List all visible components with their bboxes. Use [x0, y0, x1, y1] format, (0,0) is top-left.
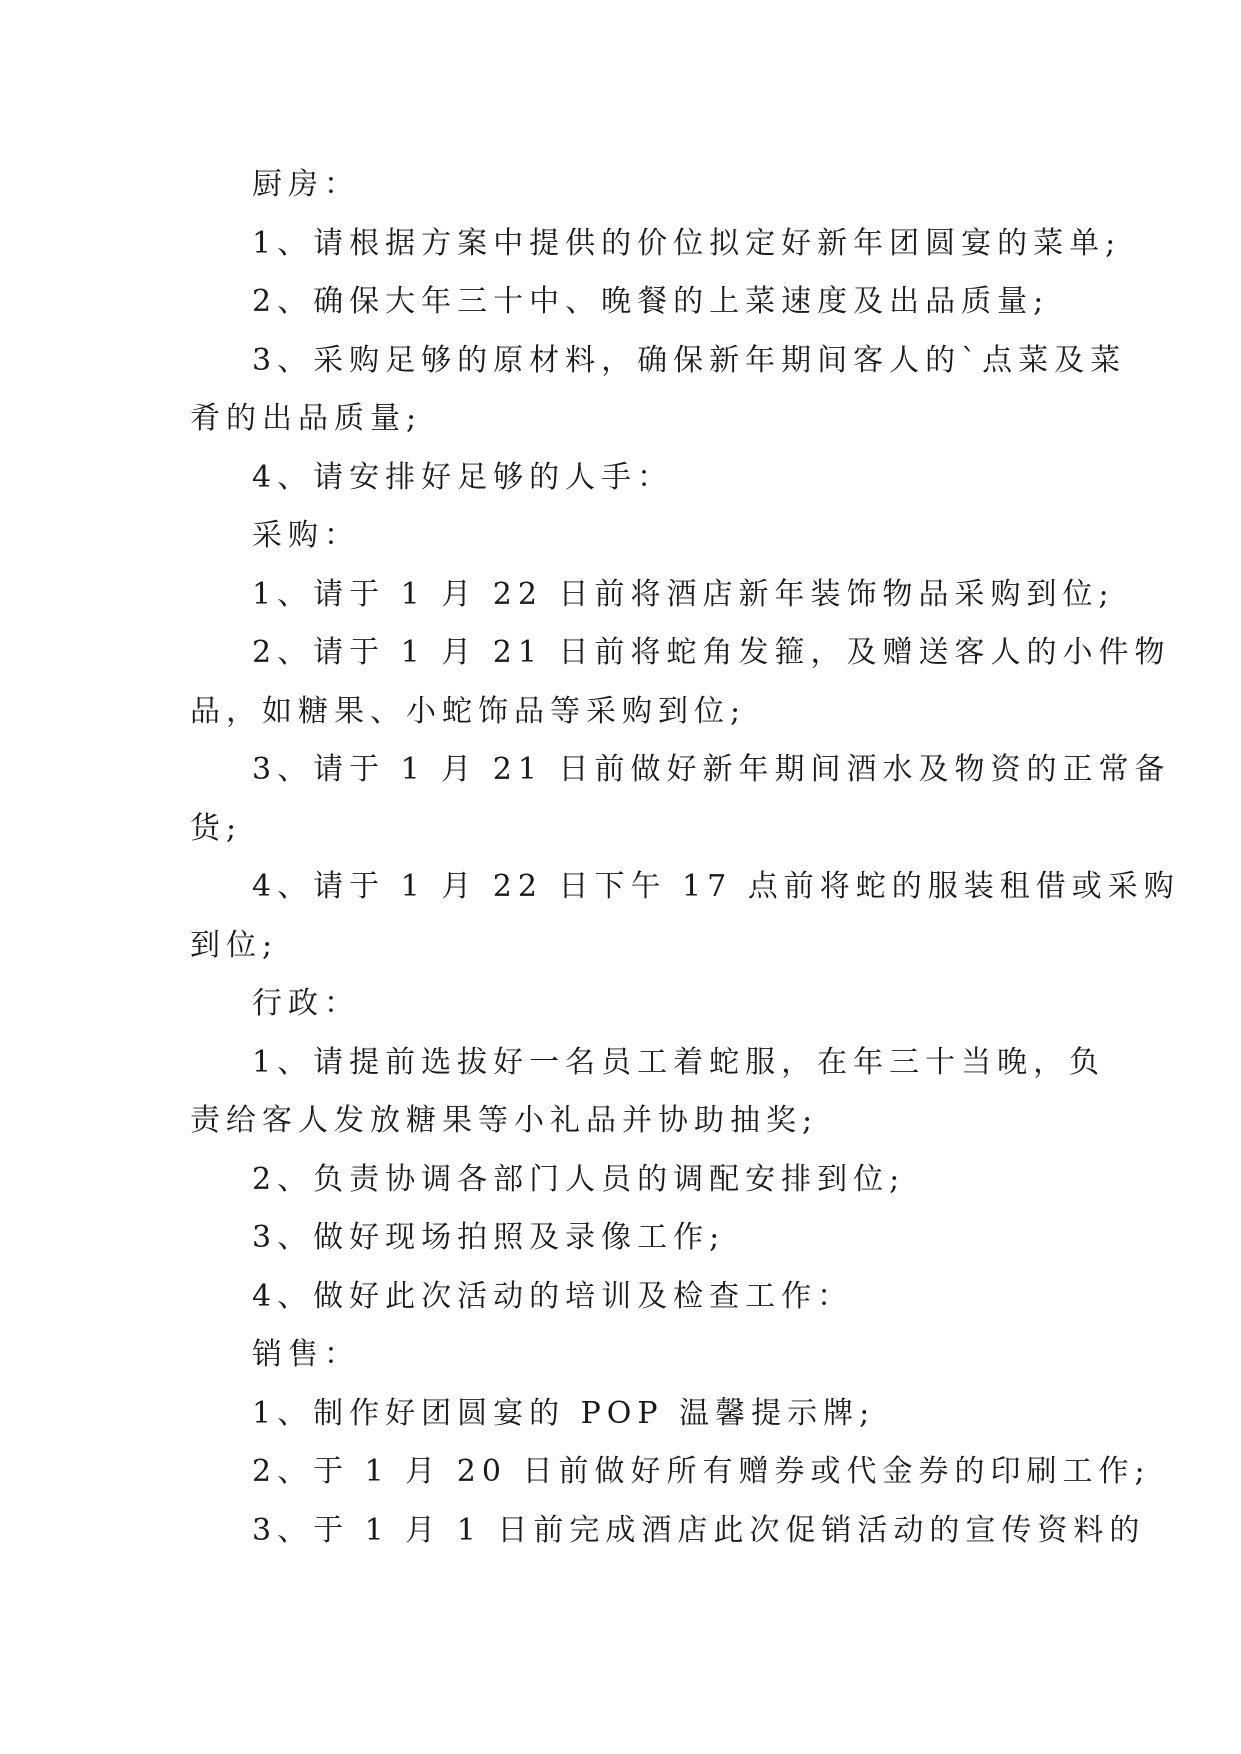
text-line: 行政：: [252, 986, 360, 1021]
text-line: 3、采购足够的原材料，确保新年期间客人的`点菜及菜: [252, 342, 1127, 378]
document-body: [190, 156, 1180, 1560]
text-line: 2、于 1 月 20 日前做好所有赠券或代金券的印刷工作;: [252, 1454, 1151, 1489]
text-line: 采购：: [252, 518, 360, 553]
text-line: 4、请安排好足够的人手：: [252, 459, 674, 495]
text-line: 厨房：: [252, 167, 360, 202]
text-line: 1、制作好团圆宴的 POP 温馨提示牌;: [252, 1395, 876, 1431]
text-line: 1、请于 1 月 22 日前将酒店新年装饰物品采购到位;: [252, 576, 1115, 612]
text-line: 3、于 1 月 1 日前完成酒店此次促销活动的宣传资料的: [252, 1512, 1146, 1548]
text-line: 4、请于 1 月 22 日下午 17 点前将蛇的服装租借或采购: [252, 869, 1180, 904]
text-line: 责给客人发放糖果等小礼品并协助抽奖;: [190, 1103, 819, 1138]
text-line: 销售：: [252, 1337, 360, 1372]
text-line: 货;: [190, 810, 243, 846]
text-line: 1、请提前选拔好一名员工着蛇服，在年三十当晚，负: [252, 1044, 1106, 1080]
text-line: 3、请于 1 月 21 日前做好新年期间酒水及物资的正常备: [252, 752, 1171, 787]
text-line: 3、做好现场拍照及录像工作;: [252, 1220, 726, 1255]
text-line: 品，如糖果、小蛇饰品等采购到位;: [190, 693, 747, 729]
text-line: 2、确保大年三十中、晚餐的上菜速度及出品质量;: [252, 284, 1050, 319]
text-line: 4、做好此次活动的培训及检查工作：: [252, 1278, 854, 1314]
text-line: 2、请于 1 月 21 日前将蛇角发箍，及赠送客人的小件物: [252, 635, 1171, 670]
text-line: 1、请根据方案中提供的价位拟定好新年团圆宴的菜单;: [252, 225, 1122, 261]
text-line: 肴的出品质量;: [190, 401, 423, 436]
text-line: 到位;: [190, 927, 279, 963]
text-line: 2、负责协调各部门人员的调配安排到位;: [252, 1161, 906, 1197]
